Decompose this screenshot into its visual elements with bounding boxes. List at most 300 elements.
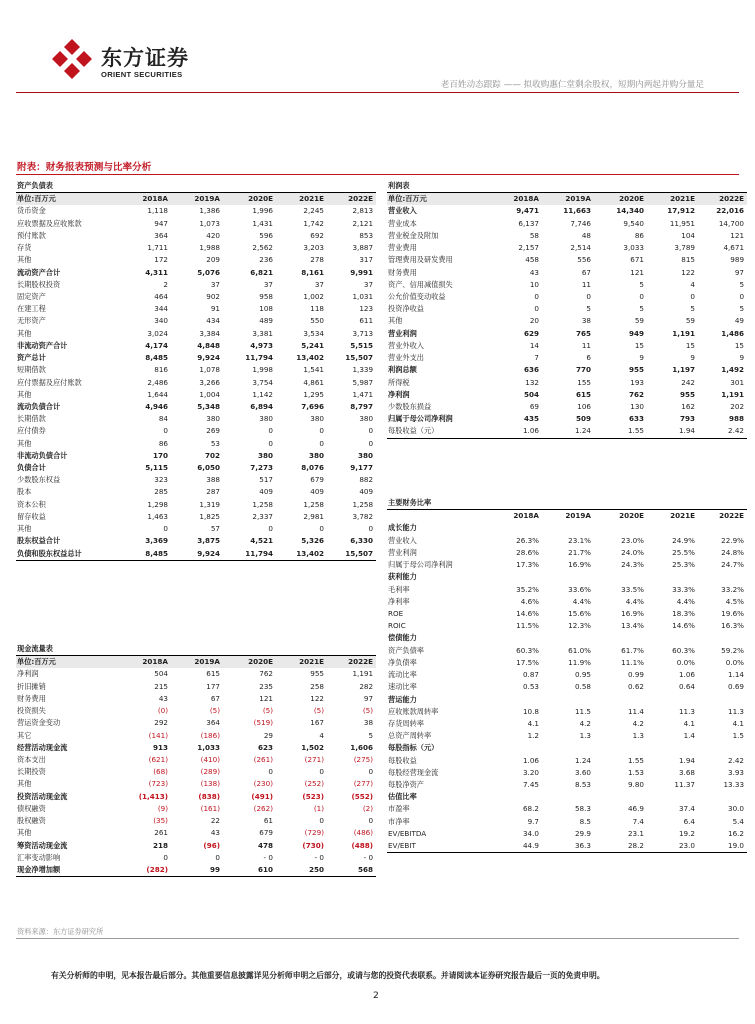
- value-cell: 0.95: [574, 670, 591, 680]
- value-cell: 123: [359, 304, 374, 314]
- value-cell: 958: [259, 291, 273, 301]
- value-cell: (277): [353, 779, 374, 789]
- value-cell: (262): [253, 803, 273, 813]
- value-cell: 0.69: [728, 682, 745, 692]
- value-cell: 8.53: [574, 780, 591, 790]
- row-label: 利润总额: [388, 365, 417, 375]
- value-cell: 5,076: [197, 267, 220, 277]
- value-cell: 5: [368, 730, 374, 740]
- value-cell: 9,991: [350, 267, 374, 277]
- value-cell: 258: [310, 681, 324, 691]
- value-cell: 1,339: [352, 365, 374, 375]
- value-cell: 278: [310, 255, 324, 265]
- value-cell: 1.24: [542, 425, 594, 438]
- row-label: 成长能力: [388, 523, 417, 533]
- value-cell: 765: [575, 328, 591, 338]
- table-row: [387, 767, 747, 779]
- value-cell: 6: [586, 353, 591, 363]
- value-cell: 14.6%: [516, 608, 539, 618]
- row-label: 营业收入: [388, 535, 417, 545]
- table-row: [16, 742, 376, 754]
- value-cell: 434: [206, 316, 220, 326]
- value-cell: (186): [200, 730, 220, 740]
- value-cell: 0.87: [522, 670, 539, 680]
- source-divider: [16, 938, 739, 939]
- value-cell: 1,191: [352, 669, 374, 679]
- value-cell: 15,507: [345, 353, 374, 363]
- table-row: [387, 279, 747, 291]
- value-cell: 5,241: [301, 340, 324, 350]
- value-cell: 4.5%: [725, 596, 745, 606]
- value-cell: 1,002: [303, 291, 324, 301]
- table-row: [387, 401, 747, 413]
- value-cell: 236: [259, 255, 273, 265]
- row-label: 公允价值变动收益: [388, 291, 446, 301]
- value-cell: 18.3%: [672, 608, 695, 618]
- table-row: [387, 694, 747, 706]
- value-cell: 1.24: [574, 755, 591, 765]
- value-cell: 692: [310, 230, 324, 240]
- value-cell: 301: [730, 377, 745, 387]
- value-cell: 1,319: [199, 499, 220, 509]
- value-cell: 250: [276, 864, 327, 877]
- value-cell: 11.1%: [621, 657, 644, 667]
- value-cell: 11.3: [728, 706, 745, 716]
- value-cell: 11.9%: [568, 657, 591, 667]
- row-label: 经营活动现金流: [17, 742, 68, 752]
- value-cell: [698, 742, 747, 754]
- value-cell: 1,486: [721, 328, 745, 338]
- value-cell: 25.5%: [672, 547, 695, 557]
- value-cell: 15: [685, 340, 695, 350]
- value-cell: 0.0%: [676, 657, 695, 667]
- row-label: 获利能力: [388, 572, 417, 582]
- value-cell: (5): [209, 706, 220, 716]
- row-label: 每股指标（元）: [388, 743, 439, 753]
- value-cell: 679: [259, 828, 273, 838]
- section-title: 附表：财务报表预测与比率分析: [17, 162, 152, 173]
- value-cell: 61.7%: [621, 645, 644, 655]
- value-cell: 1,492: [721, 365, 745, 375]
- table-row: [387, 242, 747, 254]
- value-cell: 6,050: [197, 463, 220, 473]
- row-label: 管理费用及研发费用: [388, 255, 453, 265]
- row-label: 每股收益（元）: [387, 425, 489, 438]
- table-caption-row: [387, 497, 747, 510]
- value-cell: 23.0%: [621, 535, 644, 545]
- value-cell: 49: [734, 316, 745, 326]
- value-cell: 8,485: [145, 353, 168, 363]
- row-label: 营业成本: [388, 218, 417, 228]
- table-row: [16, 803, 376, 815]
- row-label: 偿债能力: [388, 633, 417, 643]
- table-row: [16, 315, 376, 327]
- table-row: [387, 328, 747, 340]
- value-cell: 17.3%: [516, 560, 539, 570]
- value-cell: 16.2: [728, 828, 745, 838]
- value-cell: 4.6%: [520, 596, 539, 606]
- row-label: EV/EBITDA: [388, 828, 427, 838]
- table-row: [387, 218, 747, 230]
- value-cell: (68): [153, 767, 168, 777]
- value-cell: 23.1%: [568, 535, 591, 545]
- value-cell: 24.0%: [621, 547, 644, 557]
- value-cell: 269: [206, 426, 220, 436]
- value-cell: (141): [148, 730, 168, 740]
- value-cell: [542, 791, 594, 803]
- value-cell: 167: [310, 718, 324, 728]
- disclaimer-footer: 有关分析师的申明，见本报告最后部分。其他重要信息披露详见分析师申明之后部分，或请与您的投资代表联系。并请阅读本证券研究报告最后一页的免责申明。: [51, 971, 605, 980]
- table-row: [16, 389, 376, 401]
- value-cell: 2,514: [570, 243, 591, 253]
- row-label: 存货: [17, 243, 32, 253]
- row-label: 营业外收入: [388, 340, 424, 350]
- value-cell: (275): [353, 754, 374, 764]
- row-label: 债权融资: [17, 803, 46, 813]
- table-row: [16, 328, 376, 340]
- value-cell: 11.5: [574, 706, 591, 716]
- value-cell: 1,031: [352, 291, 374, 301]
- value-cell: 1,258: [352, 499, 374, 509]
- value-cell: 2,981: [303, 511, 324, 521]
- value-cell: 629: [523, 328, 539, 338]
- value-cell: 13.33: [723, 780, 745, 790]
- value-cell: 3,754: [252, 377, 273, 387]
- value-cell: 364: [154, 230, 168, 240]
- row-label: ROE: [388, 608, 404, 618]
- table-row: [16, 754, 376, 766]
- value-cell: 793: [679, 414, 695, 424]
- value-cell: 14: [529, 340, 539, 350]
- value-cell: [489, 632, 542, 644]
- value-cell: 380: [259, 414, 273, 424]
- value-cell: - 0: [314, 852, 324, 862]
- value-cell: 8,485: [118, 548, 171, 561]
- table-row: [16, 535, 376, 547]
- year-header: 2022E: [327, 656, 376, 669]
- value-cell: 5,348: [197, 401, 220, 411]
- value-cell: 11,663: [563, 206, 591, 216]
- table-header-row: [16, 193, 376, 206]
- value-cell: 60.3%: [516, 645, 539, 655]
- value-cell: 172: [154, 255, 168, 265]
- value-cell: 5,115: [145, 463, 168, 473]
- value-cell: 4: [690, 279, 695, 289]
- value-cell: 6,137: [518, 218, 539, 228]
- table-row: [16, 864, 376, 877]
- value-cell: 122: [681, 267, 695, 277]
- table-row: [16, 340, 376, 352]
- value-cell: 0: [319, 426, 324, 436]
- value-cell: 4.4%: [676, 596, 695, 606]
- value-cell: 636: [523, 365, 539, 375]
- value-cell: 13,402: [296, 353, 324, 363]
- value-cell: 3.68: [678, 767, 695, 777]
- table-row: [387, 254, 747, 266]
- value-cell: (523): [302, 791, 324, 801]
- value-cell: 1.06: [678, 670, 695, 680]
- value-cell: (289): [200, 767, 220, 777]
- value-cell: 1.55: [594, 425, 647, 438]
- row-label: 流动比率: [388, 670, 417, 680]
- value-cell: 4.2: [632, 718, 644, 728]
- table-row: [16, 352, 376, 364]
- row-label: 固定资产: [17, 291, 46, 301]
- value-cell: 61: [263, 816, 273, 826]
- value-cell: (838): [198, 791, 220, 801]
- value-cell: 1,502: [301, 742, 324, 752]
- value-cell: 5,326: [301, 536, 324, 546]
- value-cell: 30.0: [728, 804, 745, 814]
- value-cell: 9: [739, 353, 745, 363]
- value-cell: (35): [153, 816, 168, 826]
- value-cell: 193: [630, 377, 644, 387]
- value-cell: (252): [304, 779, 324, 789]
- logo-english-name: ORIENT SECURITIES: [101, 70, 183, 79]
- value-cell: 218: [152, 840, 168, 850]
- value-cell: 5: [639, 304, 644, 314]
- value-cell: 1,988: [199, 243, 220, 253]
- value-cell: 3,534: [303, 328, 324, 338]
- value-cell: (1,413): [138, 791, 168, 801]
- value-cell: 3,782: [352, 511, 374, 521]
- value-cell: 24.3%: [621, 560, 644, 570]
- value-cell: 28.2: [594, 840, 647, 853]
- value-cell: 1,471: [352, 389, 374, 399]
- value-cell: [698, 694, 747, 706]
- value-cell: 48: [581, 230, 591, 240]
- value-cell: 762: [628, 389, 644, 399]
- row-label: 所得税: [388, 377, 410, 387]
- value-cell: 11,951: [669, 218, 695, 228]
- year-header: 2020E: [594, 193, 647, 206]
- row-label: 市盈率: [388, 804, 410, 814]
- table-row: [16, 267, 376, 279]
- value-cell: 11.5%: [516, 621, 539, 631]
- table-row: [387, 840, 747, 853]
- value-cell: (5): [262, 706, 273, 716]
- value-cell: (5): [313, 706, 324, 716]
- value-cell: 43: [158, 693, 168, 703]
- table-row: [387, 742, 747, 754]
- row-label: 营业利润: [388, 547, 417, 557]
- row-label: 净利率: [388, 596, 410, 606]
- table-row: [387, 389, 747, 401]
- value-cell: 2.42: [728, 755, 745, 765]
- row-label: 负债合计: [17, 463, 46, 473]
- value-cell: [489, 571, 542, 583]
- value-cell: 121: [259, 693, 273, 703]
- value-cell: 380: [308, 450, 324, 460]
- table-row: [16, 291, 376, 303]
- value-cell: 702: [204, 450, 220, 460]
- value-cell: 1.06: [522, 755, 539, 765]
- value-cell: 762: [259, 669, 273, 679]
- value-cell: 60.3%: [672, 645, 695, 655]
- row-label: 其他: [17, 389, 32, 399]
- value-cell: 671: [630, 255, 644, 265]
- value-cell: 9,471: [516, 206, 539, 216]
- unit-label: [387, 510, 489, 523]
- value-cell: 0.53: [522, 682, 539, 692]
- value-cell: 44.9: [489, 840, 542, 853]
- value-cell: 596: [259, 230, 273, 240]
- value-cell: 3.60: [574, 767, 591, 777]
- value-cell: (730): [302, 840, 324, 850]
- value-cell: 5: [739, 304, 745, 314]
- value-cell: 1,606: [350, 742, 374, 752]
- value-cell: 4,671: [723, 243, 745, 253]
- value-cell: (282): [118, 864, 171, 877]
- table-caption-row: [16, 643, 376, 656]
- value-cell: 22.9%: [721, 535, 745, 545]
- value-cell: [594, 694, 647, 706]
- value-cell: 19.2: [678, 828, 695, 838]
- value-cell: 8,161: [301, 267, 324, 277]
- row-label: 无形资产: [17, 316, 46, 326]
- value-cell: 1,463: [147, 511, 168, 521]
- unit-label: 单位:百万元: [16, 656, 118, 669]
- value-cell: 3,203: [303, 243, 324, 253]
- data-source-note: 资料来源：东方证券研究所: [17, 927, 104, 936]
- value-cell: 0: [163, 426, 168, 436]
- table-row: [387, 413, 747, 425]
- table-row: [16, 474, 376, 486]
- value-cell: 53: [210, 438, 220, 448]
- value-cell: 478: [257, 840, 273, 850]
- row-label: 其他: [17, 255, 32, 265]
- value-cell: 59: [685, 316, 695, 326]
- year-header: 2020E: [223, 193, 276, 206]
- value-cell: 6,330: [350, 536, 374, 546]
- value-cell: 33.2%: [721, 584, 745, 594]
- value-cell: 1,711: [147, 243, 168, 253]
- year-header: 2021E: [647, 193, 698, 206]
- value-cell: 955: [628, 365, 644, 375]
- value-cell: 0: [319, 816, 324, 826]
- row-label: 速动比率: [388, 682, 417, 692]
- value-cell: 9: [690, 353, 695, 363]
- logo-chinese-name: 东方证券: [101, 46, 189, 70]
- value-cell: [489, 742, 542, 754]
- table-row: [387, 828, 747, 840]
- table-row: [16, 413, 376, 425]
- value-cell: 11,794: [245, 353, 273, 363]
- year-header: 2019A: [171, 656, 223, 669]
- value-cell: 37: [363, 279, 374, 289]
- value-cell: 3,369: [145, 536, 168, 546]
- value-cell: 1,386: [199, 206, 220, 216]
- value-cell: 5: [586, 304, 591, 314]
- row-label: 短期借款: [17, 365, 46, 375]
- value-cell: 4.2: [579, 718, 591, 728]
- table-row: [16, 303, 376, 315]
- value-cell: 3,266: [199, 377, 220, 387]
- table-caption: 利润表: [387, 180, 747, 193]
- value-cell: 22,016: [716, 206, 745, 216]
- row-label: 折旧摊销: [17, 681, 46, 691]
- value-cell: (729): [304, 828, 324, 838]
- table-row: [16, 705, 376, 717]
- value-cell: 9,924: [197, 353, 220, 363]
- row-label: 其他: [17, 524, 32, 534]
- value-cell: 0: [368, 524, 374, 534]
- value-cell: [489, 522, 542, 534]
- value-cell: 409: [359, 487, 374, 497]
- table-caption-row: [16, 180, 376, 193]
- table-caption: 现金流量表: [16, 643, 376, 656]
- value-cell: 8,797: [350, 401, 374, 411]
- value-cell: 9,177: [350, 463, 374, 473]
- year-header: 2019A: [565, 511, 591, 521]
- year-header: 2018A: [118, 656, 171, 669]
- value-cell: 568: [327, 864, 376, 877]
- value-cell: [489, 694, 542, 706]
- value-cell: 0.58: [574, 682, 591, 692]
- value-cell: 615: [575, 389, 591, 399]
- value-cell: 1,431: [252, 218, 273, 228]
- value-cell: 1,004: [199, 389, 220, 399]
- value-cell: 34.0: [522, 828, 539, 838]
- balance-sheet-table: [16, 180, 376, 561]
- value-cell: 91: [210, 304, 220, 314]
- value-cell: 1.53: [627, 767, 644, 777]
- table-row: [16, 523, 376, 535]
- value-cell: 955: [679, 389, 695, 399]
- value-cell: 155: [577, 377, 591, 387]
- row-label: 负债和股东权益总计: [16, 548, 118, 561]
- value-cell: [542, 632, 594, 644]
- row-label: 其它: [17, 730, 32, 740]
- table-row: [16, 450, 376, 462]
- value-cell: 0.0%: [725, 657, 745, 667]
- value-cell: 9.7: [527, 816, 539, 826]
- value-cell: (488): [351, 840, 374, 850]
- table-row: [16, 511, 376, 523]
- value-cell: 118: [310, 304, 324, 314]
- value-cell: 0.99: [627, 670, 644, 680]
- value-cell: 380: [310, 414, 324, 424]
- value-cell: 4: [319, 730, 324, 740]
- year-header: 2021E: [670, 511, 695, 521]
- value-cell: 1,295: [303, 389, 324, 399]
- value-cell: 59.2%: [721, 645, 745, 655]
- row-label: 长期股权投资: [17, 279, 61, 289]
- value-cell: 2,121: [352, 218, 374, 228]
- value-cell: 14.6%: [672, 621, 695, 631]
- value-cell: 11: [581, 340, 591, 350]
- row-label: 流动负债合计: [17, 401, 61, 411]
- row-label: 应收账款周转率: [388, 706, 439, 716]
- table-row: [16, 242, 376, 254]
- value-cell: 16.3%: [721, 621, 745, 631]
- value-cell: 10.8: [522, 706, 539, 716]
- value-cell: 1,258: [252, 499, 273, 509]
- row-label: 营运能力: [388, 694, 417, 704]
- table-row: [16, 486, 376, 498]
- table-row: [16, 438, 376, 450]
- value-cell: 121: [730, 230, 745, 240]
- value-cell: (2): [362, 803, 374, 813]
- value-cell: 23.1: [627, 828, 644, 838]
- value-cell: 380: [206, 414, 220, 424]
- value-cell: 1,033: [197, 742, 220, 752]
- value-cell: 59: [634, 316, 644, 326]
- value-cell: 1,742: [303, 218, 324, 228]
- value-cell: 282: [359, 681, 374, 691]
- value-cell: 58.3: [574, 804, 591, 814]
- table-row: [16, 425, 376, 437]
